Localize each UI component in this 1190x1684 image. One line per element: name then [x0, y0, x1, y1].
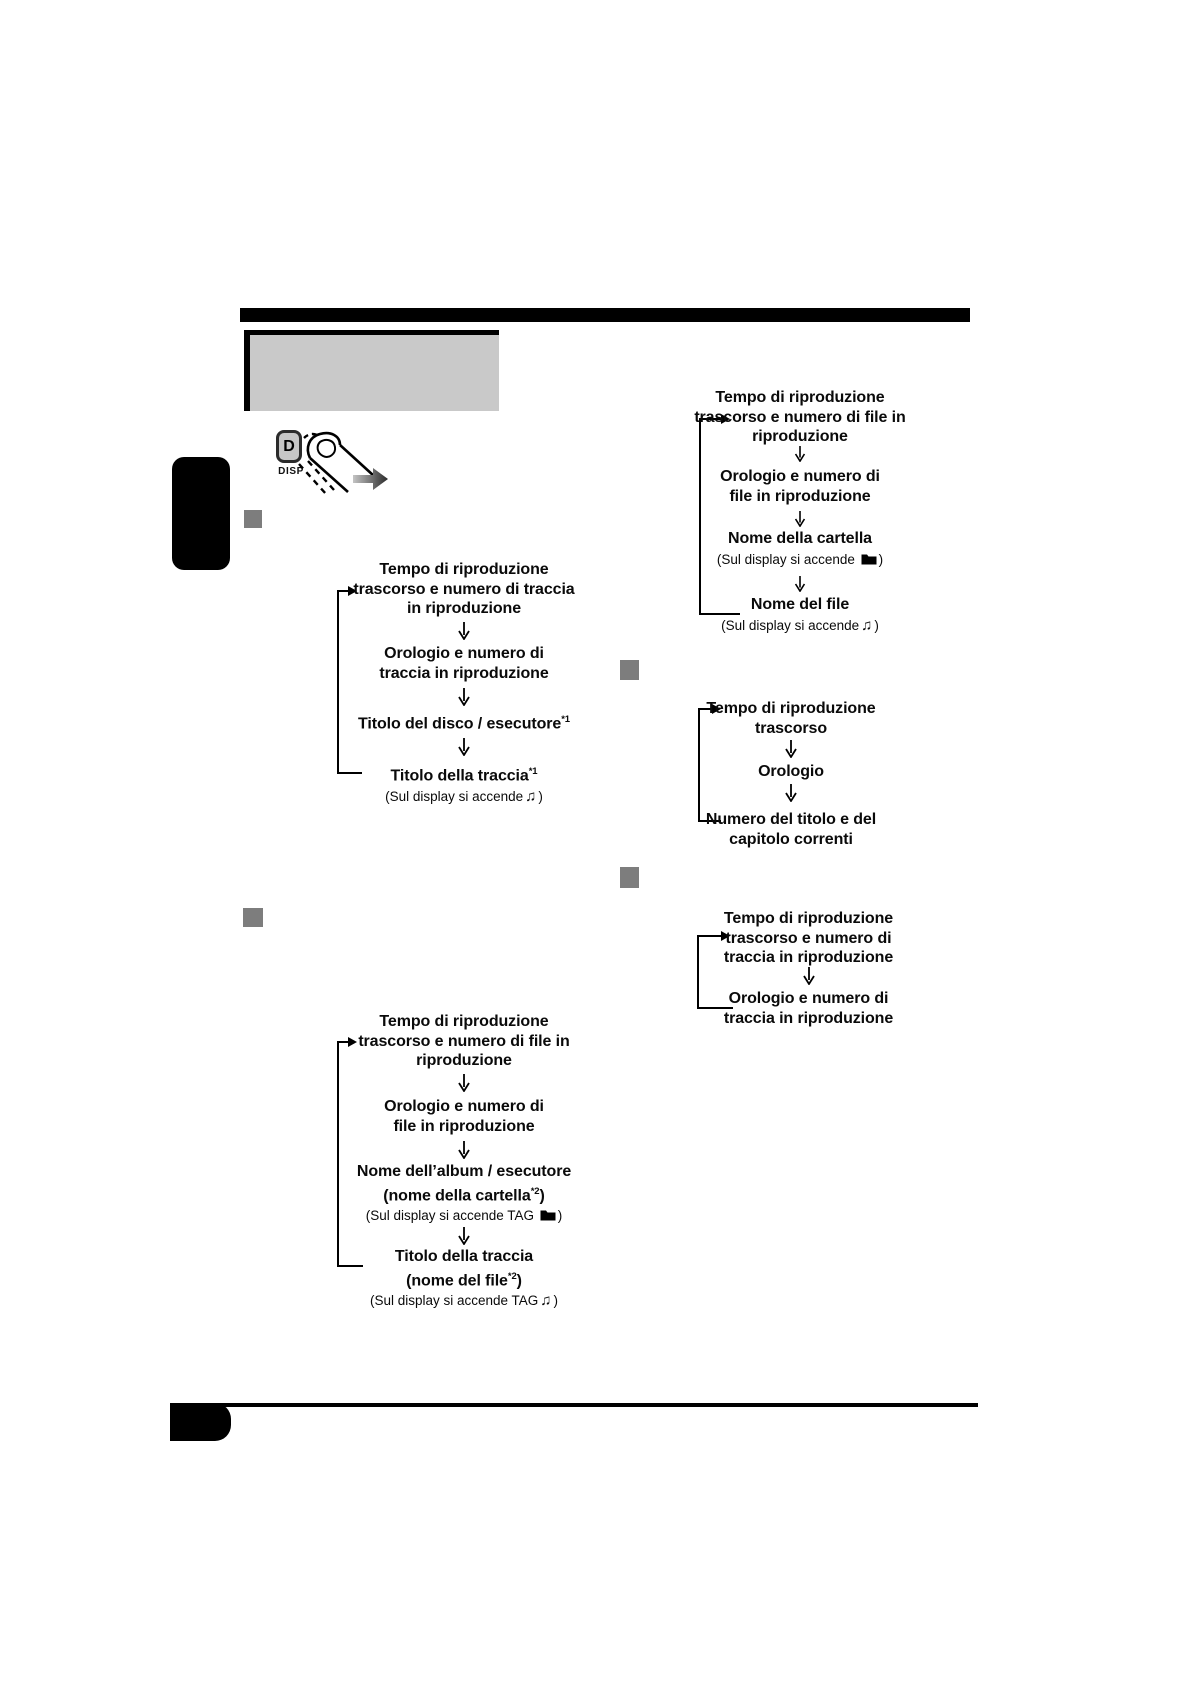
section-marker-square-3 — [620, 660, 639, 680]
folder-icon — [540, 1209, 556, 1221]
flow-step: Tempo di riproduzione trascorso — [706, 700, 876, 737]
down-arrow-icon — [457, 688, 471, 706]
flow-step: Titolo della traccia$^{*1}$ (Sul display si accende ♫ ) — [385, 766, 543, 805]
down-arrow-icon — [793, 446, 807, 462]
down-arrow-icon — [793, 511, 807, 527]
flowchart-left-1 — [330, 558, 598, 818]
gradient-arrow-icon — [353, 468, 389, 490]
music-note-icon: ♫ — [861, 616, 873, 634]
music-note-icon: ♫ — [525, 787, 537, 805]
down-arrow-icon — [784, 740, 798, 758]
flow-step: Orologio e numero di traccia in riproduzione — [379, 645, 549, 682]
down-arrow-icon — [793, 576, 807, 592]
flow-step: Tempo di riproduzione trascorso e numero di file in riproduzione — [358, 1013, 570, 1069]
down-arrow-icon — [784, 784, 798, 802]
section-marker-square-2 — [243, 908, 263, 927]
down-arrow-icon — [457, 1074, 471, 1092]
side-index-tab — [172, 457, 230, 570]
down-arrow-icon — [457, 622, 471, 640]
flow-step: Tempo di riproduzione trascorso e numero di traccia in riproduzione — [353, 561, 575, 617]
loop-back-line — [699, 418, 701, 613]
down-arrow-icon — [457, 1227, 471, 1245]
flowchart-right-3 — [666, 906, 951, 1031]
section-title-box — [244, 330, 499, 411]
flow-step: Titolo del disco / esecutore$^{*1}$ — [358, 714, 570, 733]
down-arrow-icon — [457, 1141, 471, 1159]
section-marker-square-1 — [244, 510, 262, 528]
flowchart-right-1 — [666, 385, 934, 641]
flow-step: Tempo di riproduzione trascorso e numero di file in riproduzione — [694, 389, 906, 445]
footer-rule — [170, 1403, 978, 1407]
flow-step: Nome dell’album / esecutore (nome della cartella$^{*2}$) (Sul display si accende TAG ) — [356, 1163, 572, 1224]
loop-back-line — [337, 1041, 339, 1265]
flow-step: Orologio — [758, 763, 824, 780]
flow-step: Numero del titolo e del capitolo correnti — [705, 811, 877, 848]
flowchart-right-2 — [666, 696, 916, 856]
folder-icon — [861, 553, 877, 565]
flow-step: Nome della cartella (Sul display si accende ) — [716, 530, 884, 567]
flow-step: Orologio e numero di traccia in riproduzione — [723, 990, 894, 1027]
section-header-bar — [240, 308, 970, 322]
page-number-tab — [170, 1403, 231, 1441]
flow-step: Orologio e numero di file in riproduzione — [384, 1098, 544, 1135]
flowchart-left-2 — [330, 1010, 598, 1315]
flow-step: Tempo di riproduzione trascorso e numero di traccia in riproduzione — [723, 910, 894, 966]
down-arrow-icon — [457, 738, 471, 756]
music-note-icon: ♫ — [540, 1292, 552, 1310]
flow-step: Titolo della traccia (nome del file$^{*2}$) (Sul display si accende TAG ♫ ) — [369, 1248, 559, 1310]
disp-key-letter: D — [283, 437, 295, 455]
flow-step: Nome del file (Sul display si accende ♫ ) — [721, 596, 879, 634]
section-marker-square-4 — [620, 867, 639, 888]
flow-step: Orologio e numero di file in riproduzione — [720, 468, 880, 505]
down-arrow-icon — [802, 967, 816, 985]
disp-key-caption: DISP — [278, 466, 304, 477]
